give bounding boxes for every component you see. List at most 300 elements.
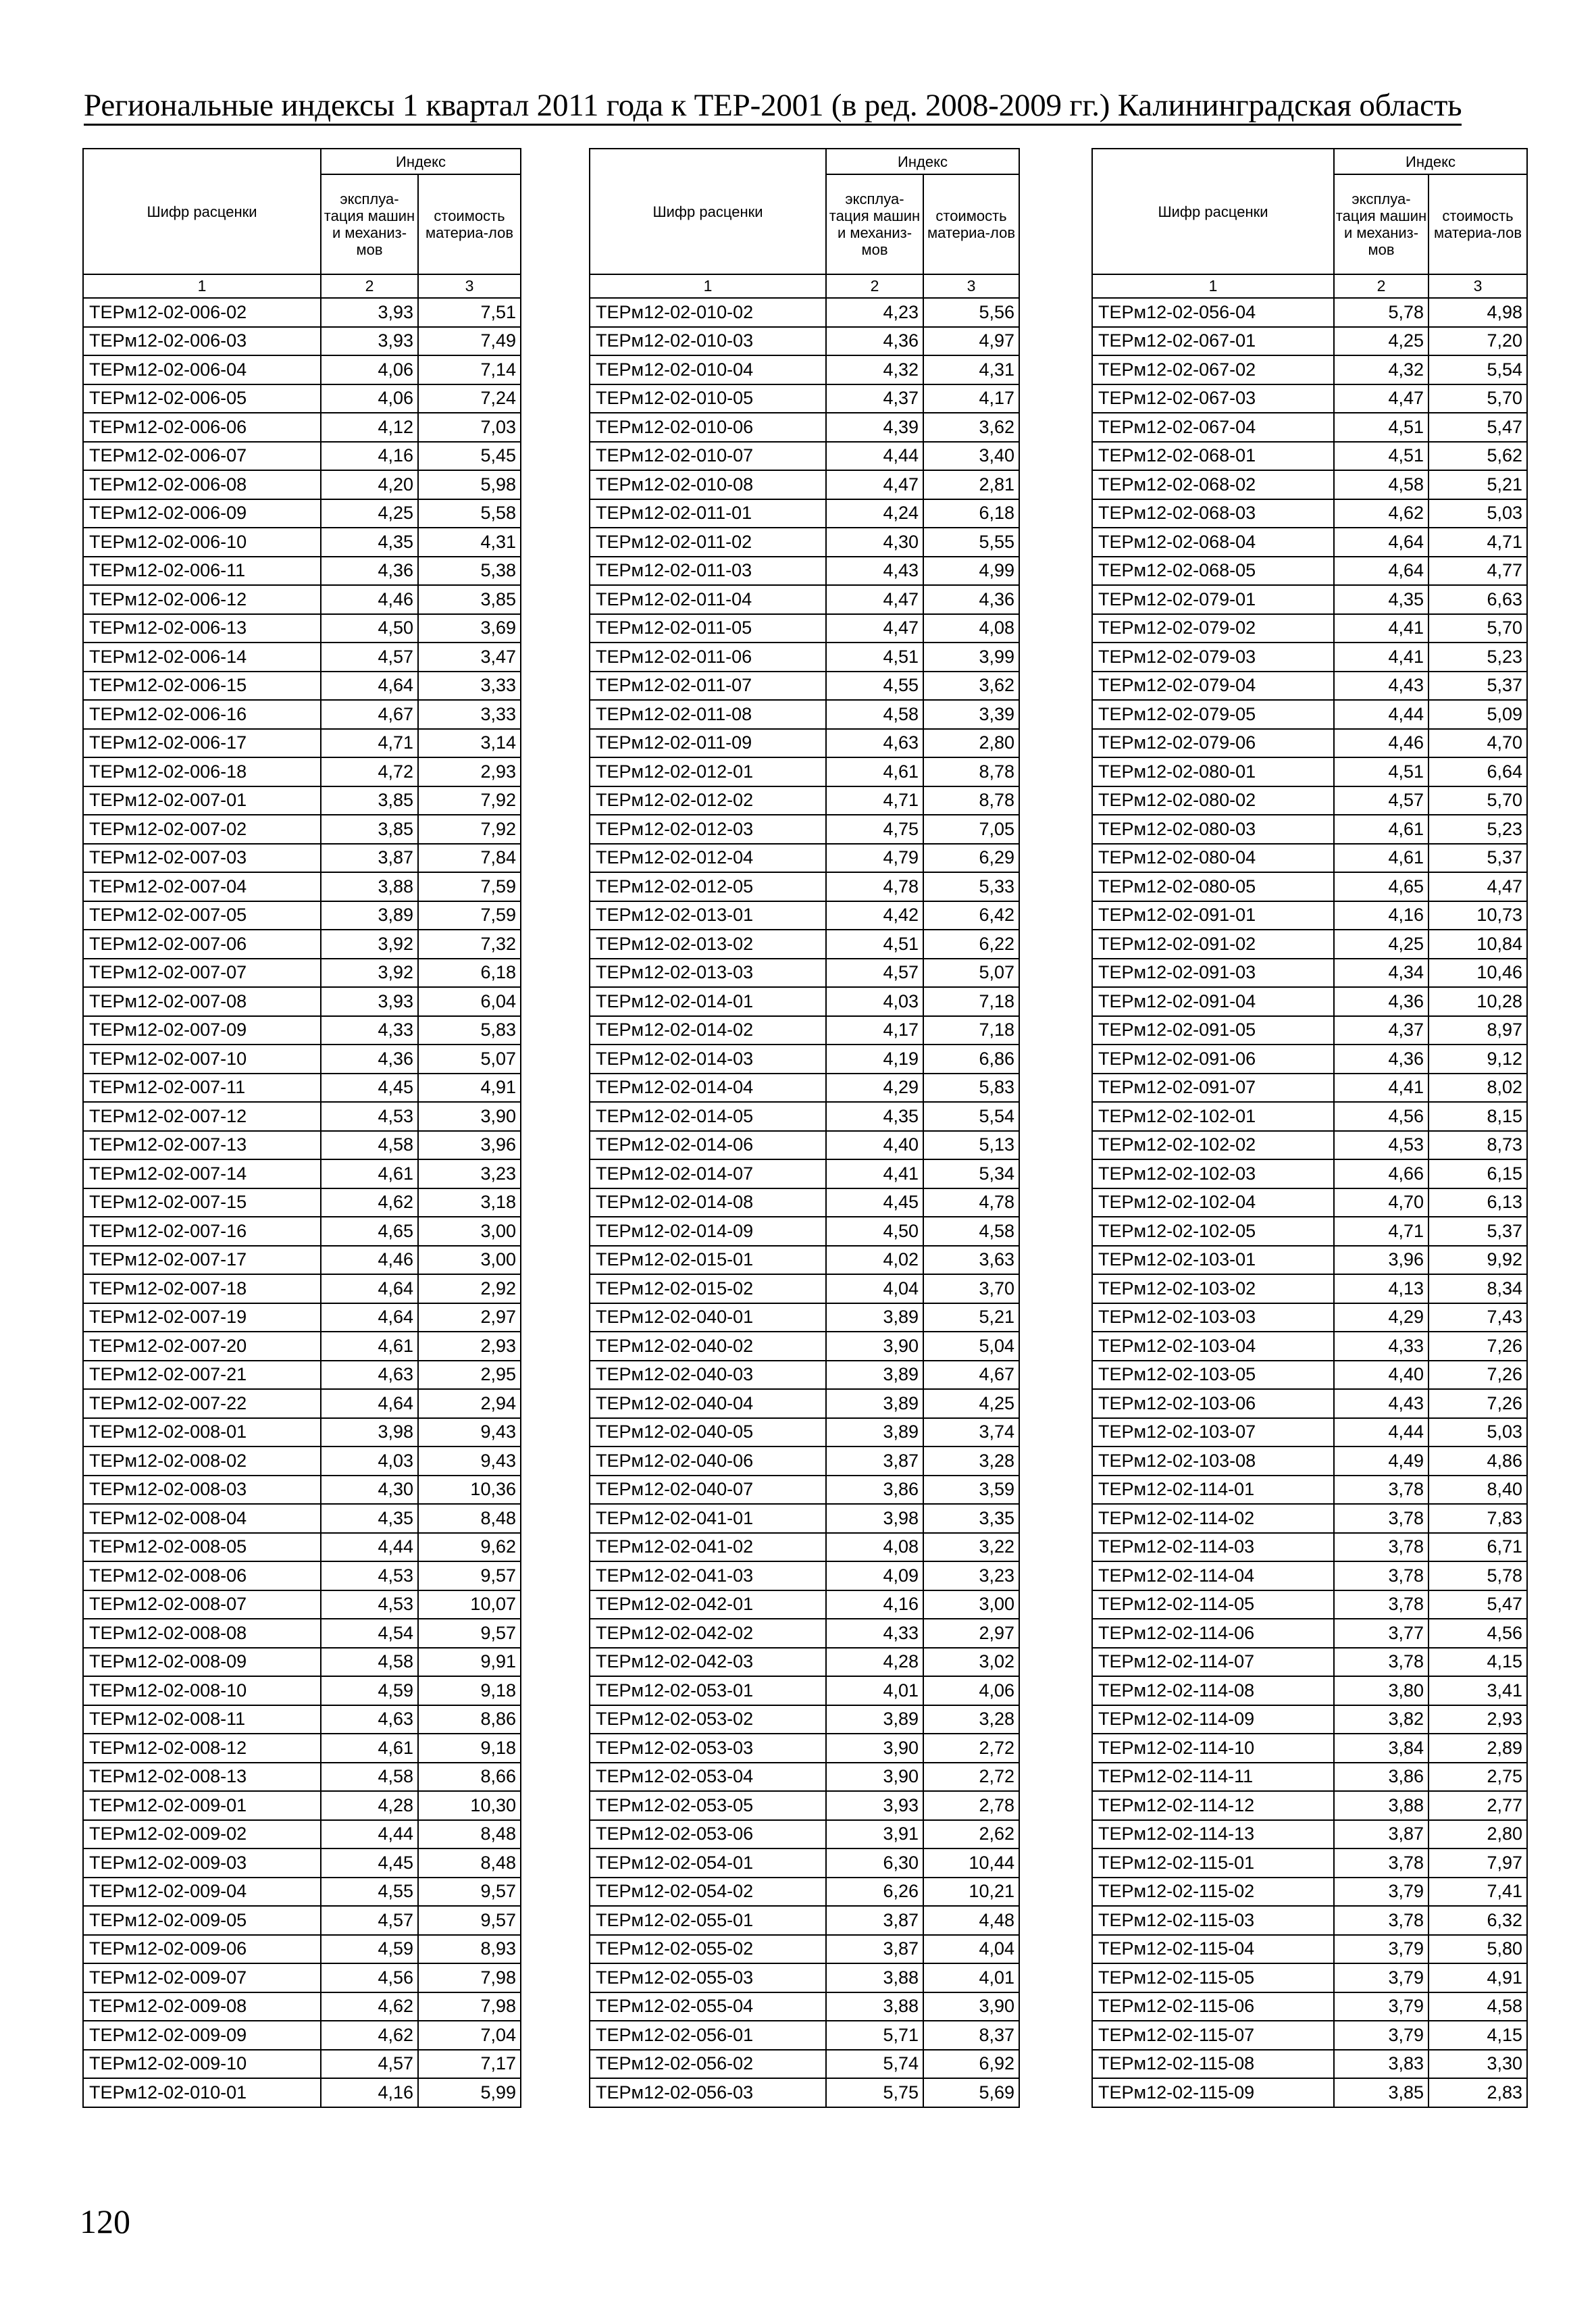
materials-index-cell: 8,97 [1428,1016,1527,1045]
table-row [1092,499,1527,528]
materials-index-cell: 3,63 [923,1246,1019,1275]
rate-code-cell: ТЕРм12-02-079-05 [1092,700,1334,729]
table-row [83,1332,521,1361]
materials-index-cell: 10,44 [923,1848,1019,1878]
materials-index-cell: 4,97 [923,327,1019,356]
table-row [1092,1734,1527,1763]
materials-index-cell: 5,38 [418,557,521,586]
machines-index-cell: 3,79 [1334,2021,1428,2050]
machines-index-cell: 4,16 [1334,901,1428,930]
materials-index-cell: 3,00 [418,1217,521,1246]
materials-index-cell: 5,83 [923,1074,1019,1103]
materials-index-cell: 9,43 [418,1447,521,1476]
machines-index-cell: 4,75 [826,815,923,844]
materials-index-cell: 4,06 [923,1676,1019,1705]
materials-index-cell: 5,55 [923,528,1019,557]
rate-code-cell: ТЕРм12-02-011-07 [590,672,826,701]
rate-code-cell: ТЕРм12-02-013-02 [590,930,826,959]
table-row [1092,614,1527,643]
table-body [590,298,1019,2107]
materials-index-cell: 4,56 [1428,1619,1527,1648]
materials-index-cell: 4,15 [1428,2021,1527,2050]
machines-index-cell: 4,61 [321,1734,418,1763]
table-row [590,470,1019,499]
table-body [83,298,521,2107]
table-row [83,614,521,643]
table-row [83,1074,521,1103]
machines-index-cell: 4,34 [1334,959,1428,988]
machines-index-cell: 3,85 [321,786,418,815]
materials-index-cell: 6,86 [923,1045,1019,1074]
machines-index-cell: 4,46 [1334,729,1428,758]
machines-index-cell: 3,79 [1334,1935,1428,1964]
rate-code-cell: ТЕРм12-02-054-01 [590,1848,826,1878]
table-row [83,1246,521,1275]
table-row [590,1303,1019,1332]
rate-code-cell: ТЕРм12-02-015-01 [590,1246,826,1275]
rate-code-cell: ТЕРм12-02-053-01 [590,1676,826,1705]
machines-index-cell: 4,12 [321,413,418,442]
rate-code-cell: ТЕРм12-02-014-08 [590,1188,826,1217]
machines-index-cell: 4,51 [1334,442,1428,471]
rate-code-cell: ТЕРм12-02-012-03 [590,815,826,844]
machines-index-cell: 4,36 [826,327,923,356]
materials-index-cell: 2,83 [1428,2078,1527,2107]
machines-index-cell: 4,32 [826,355,923,384]
materials-index-cell: 3,23 [418,1159,521,1188]
table-row [1092,643,1527,672]
rate-code-cell: ТЕРм12-02-008-05 [83,1533,321,1562]
rate-code-cell: ТЕРм12-02-091-03 [1092,959,1334,988]
machines-index-cell: 3,92 [321,930,418,959]
rate-code-cell: ТЕРм12-02-009-08 [83,1992,321,2021]
table-row [83,1188,521,1217]
machines-index-cell: 4,41 [826,1159,923,1188]
table-row [1092,1016,1527,1045]
rate-code-cell: ТЕРм12-02-115-08 [1092,2050,1334,2079]
table-row [1092,1102,1527,1131]
header-machines: эксплуа-тация машин и механиз-мов [1334,174,1428,274]
table-row [590,1533,1019,1562]
machines-index-cell: 4,39 [826,413,923,442]
rate-code-cell: ТЕРм12-02-007-17 [83,1246,321,1275]
table-row [1092,1561,1527,1590]
machines-index-cell: 4,37 [826,384,923,413]
header-col-number: 3 [418,274,521,298]
table-row [83,1676,521,1705]
materials-index-cell: 10,73 [1428,901,1527,930]
table-row [590,1561,1019,1590]
table-row [1092,2078,1527,2107]
rate-code-cell: ТЕРм12-02-014-01 [590,987,826,1016]
machines-index-cell: 4,36 [1334,987,1428,1016]
table-row [83,844,521,873]
machines-index-cell: 3,93 [321,987,418,1016]
materials-index-cell: 7,84 [418,844,521,873]
materials-index-cell: 5,62 [1428,442,1527,471]
machines-index-cell: 4,53 [321,1561,418,1590]
machines-index-cell: 4,35 [321,528,418,557]
materials-index-cell: 3,33 [418,672,521,701]
materials-index-cell: 6,13 [1428,1188,1527,1217]
rate-code-cell: ТЕРм12-02-040-01 [590,1303,826,1332]
materials-index-cell: 2,95 [418,1361,521,1390]
rate-code-cell: ТЕРм12-02-056-03 [590,2078,826,2107]
rate-code-cell: ТЕРм12-02-014-06 [590,1131,826,1160]
materials-index-cell: 7,98 [418,1992,521,2021]
header-machines: эксплуа-тация машин и механиз-мов [321,174,418,274]
machines-index-cell: 3,79 [1334,1878,1428,1907]
table-row [1092,1820,1527,1849]
materials-index-cell: 4,91 [418,1074,521,1103]
rate-code-cell: ТЕРм12-02-010-03 [590,327,826,356]
machines-index-cell: 4,63 [321,1361,418,1390]
materials-index-cell: 10,07 [418,1590,521,1619]
rate-code-cell: ТЕРм12-02-080-03 [1092,815,1334,844]
table-row [83,355,521,384]
table-row [590,442,1019,471]
machines-index-cell: 4,61 [826,757,923,786]
rate-code-cell: ТЕРм12-02-067-03 [1092,384,1334,413]
materials-index-cell: 7,51 [418,298,521,327]
rate-code-cell: ТЕРм12-02-079-03 [1092,643,1334,672]
rate-code-cell: ТЕРм12-02-008-07 [83,1590,321,1619]
rate-code-cell: ТЕРм12-02-080-01 [1092,757,1334,786]
materials-index-cell: 3,30 [1428,2050,1527,2079]
table-row [83,1016,521,1045]
machines-index-cell: 4,23 [826,298,923,327]
table-row [590,528,1019,557]
rate-code-cell: ТЕРм12-02-115-01 [1092,1848,1334,1878]
table-row [83,557,521,586]
table-row [590,2078,1019,2107]
materials-index-cell: 6,64 [1428,757,1527,786]
materials-index-cell: 4,86 [1428,1447,1527,1476]
materials-index-cell: 3,14 [418,729,521,758]
materials-index-cell: 4,99 [923,557,1019,586]
table-row [590,815,1019,844]
rate-code-cell: ТЕРм12-02-115-02 [1092,1878,1334,1907]
materials-index-cell: 5,45 [418,442,521,471]
index-table [589,148,1020,2108]
machines-index-cell: 3,92 [321,959,418,988]
rate-code-cell: ТЕРм12-02-041-02 [590,1533,826,1562]
machines-index-cell: 3,87 [1334,1820,1428,1849]
machines-index-cell: 3,88 [826,1963,923,1992]
machines-index-cell: 4,59 [321,1676,418,1705]
materials-index-cell: 7,26 [1428,1332,1527,1361]
rate-code-cell: ТЕРм12-02-007-18 [83,1274,321,1303]
table-row [1092,815,1527,844]
rate-code-cell: ТЕРм12-02-010-01 [83,2078,321,2107]
table-row [83,298,521,327]
rate-code-cell: ТЕРм12-02-053-04 [590,1763,826,1792]
machines-index-cell: 4,47 [826,585,923,614]
table-row [83,1131,521,1160]
materials-index-cell: 7,49 [418,327,521,356]
rate-code-cell: ТЕРм12-02-008-13 [83,1763,321,1792]
header-code: Шифр расценки [590,149,826,274]
materials-index-cell: 2,80 [923,729,1019,758]
materials-index-cell: 3,59 [923,1476,1019,1505]
materials-index-cell: 5,54 [923,1102,1019,1131]
machines-index-cell: 4,53 [321,1590,418,1619]
rate-code-cell: ТЕРм12-02-041-01 [590,1504,826,1533]
rate-code-cell: ТЕРм12-02-014-03 [590,1045,826,1074]
machines-index-cell: 3,89 [826,1705,923,1734]
table-row [590,1906,1019,1935]
machines-index-cell: 4,64 [1334,557,1428,586]
table-row [590,1045,1019,1074]
table-row [590,757,1019,786]
table-row [83,2050,521,2079]
table-row [83,672,521,701]
table-row [1092,1332,1527,1361]
table-row [83,1791,521,1820]
table-row [1092,930,1527,959]
machines-index-cell: 4,57 [321,2050,418,2079]
materials-index-cell: 4,15 [1428,1648,1527,1677]
machines-index-cell: 6,30 [826,1848,923,1878]
header-materials: стоимость материа-лов [418,174,521,274]
machines-index-cell: 4,30 [826,528,923,557]
materials-index-cell: 2,94 [418,1389,521,1418]
rate-code-cell: ТЕРм12-02-010-02 [590,298,826,327]
machines-index-cell: 3,82 [1334,1705,1428,1734]
machines-index-cell: 4,44 [321,1533,418,1562]
machines-index-cell: 4,57 [1334,786,1428,815]
table-row [83,470,521,499]
materials-index-cell: 8,48 [418,1848,521,1878]
page-number: 120 [80,2203,130,2240]
table-row [590,1705,1019,1734]
table-row [1092,757,1527,786]
materials-index-cell: 2,72 [923,1734,1019,1763]
table-row [83,930,521,959]
machines-index-cell: 4,51 [826,643,923,672]
rate-code-cell: ТЕРм12-02-007-12 [83,1102,321,1131]
machines-index-cell: 4,29 [1334,1303,1428,1332]
table-row [590,1102,1019,1131]
table-row [83,1504,521,1533]
rate-code-cell: ТЕРм12-02-009-03 [83,1848,321,1878]
table-row [83,643,521,672]
rate-code-cell: ТЕРм12-02-014-04 [590,1074,826,1103]
materials-index-cell: 7,83 [1428,1504,1527,1533]
table-row [83,1045,521,1074]
materials-index-cell: 5,98 [418,470,521,499]
machines-index-cell: 4,67 [321,700,418,729]
table-row [1092,1418,1527,1447]
table-row [1092,1648,1527,1677]
machines-index-cell: 3,89 [826,1303,923,1332]
table-row [83,1447,521,1476]
rate-code-cell: ТЕРм12-02-014-05 [590,1102,826,1131]
rate-code-cell: ТЕРм12-02-009-04 [83,1878,321,1907]
table-row [1092,1389,1527,1418]
table-row [83,1619,521,1648]
rate-code-cell: ТЕРм12-02-007-07 [83,959,321,988]
header-col-number: 2 [321,274,418,298]
materials-index-cell: 3,74 [923,1418,1019,1447]
rate-code-cell: ТЕРм12-02-103-03 [1092,1303,1334,1332]
rate-code-cell: ТЕРм12-02-013-01 [590,901,826,930]
table-row [83,1590,521,1619]
rate-code-cell: ТЕРм12-02-103-07 [1092,1418,1334,1447]
rate-code-cell: ТЕРм12-02-014-09 [590,1217,826,1246]
materials-index-cell: 4,47 [1428,872,1527,901]
machines-index-cell: 4,59 [321,1935,418,1964]
materials-index-cell: 7,41 [1428,1878,1527,1907]
table-row [590,1820,1019,1849]
table-row [590,557,1019,586]
table-row [1092,413,1527,442]
rate-code-cell: ТЕРм12-02-013-03 [590,959,826,988]
materials-index-cell: 3,40 [923,442,1019,471]
rate-code-cell: ТЕРм12-02-042-02 [590,1619,826,1648]
machines-index-cell: 4,58 [321,1648,418,1677]
rate-code-cell: ТЕРм12-02-080-05 [1092,872,1334,901]
table-row [590,1619,1019,1648]
rate-code-cell: ТЕРм12-02-067-01 [1092,327,1334,356]
table-row [1092,1906,1527,1935]
materials-index-cell: 8,78 [923,786,1019,815]
materials-index-cell: 8,48 [418,1820,521,1849]
rate-code-cell: ТЕРм12-02-007-14 [83,1159,321,1188]
rate-code-cell: ТЕРм12-02-080-02 [1092,786,1334,815]
machines-index-cell: 4,06 [321,355,418,384]
table-row [590,700,1019,729]
machines-index-cell: 4,36 [1334,1045,1428,1074]
machines-index-cell: 3,89 [321,901,418,930]
rate-code-cell: ТЕРм12-02-006-09 [83,499,321,528]
machines-index-cell: 3,98 [321,1418,418,1447]
materials-index-cell: 4,48 [923,1906,1019,1935]
rate-code-cell: ТЕРм12-02-068-01 [1092,442,1334,471]
rate-code-cell: ТЕРм12-02-114-04 [1092,1561,1334,1590]
table-row [590,1016,1019,1045]
table-row [83,1878,521,1907]
machines-index-cell: 4,58 [826,700,923,729]
rate-code-cell: ТЕРм12-02-091-01 [1092,901,1334,930]
materials-index-cell: 10,30 [418,1791,521,1820]
machines-index-cell: 4,08 [826,1533,923,1562]
materials-index-cell: 8,15 [1428,1102,1527,1131]
table-row [83,1992,521,2021]
rate-code-cell: ТЕРм12-02-079-06 [1092,729,1334,758]
table-row [1092,1246,1527,1275]
machines-index-cell: 4,02 [826,1246,923,1275]
rate-code-cell: ТЕРм12-02-008-11 [83,1705,321,1734]
rate-code-cell: ТЕРм12-02-011-05 [590,614,826,643]
machines-index-cell: 4,13 [1334,1274,1428,1303]
table-row [590,1188,1019,1217]
materials-index-cell: 4,31 [418,528,521,557]
table-row [83,413,521,442]
rate-code-cell: ТЕРм12-02-079-01 [1092,585,1334,614]
machines-index-cell: 4,16 [321,2078,418,2107]
materials-index-cell: 9,57 [418,1561,521,1590]
table-row [590,585,1019,614]
materials-index-cell: 7,59 [418,872,521,901]
rate-code-cell: ТЕРм12-02-114-09 [1092,1705,1334,1734]
machines-index-cell: 4,56 [321,1963,418,1992]
machines-index-cell: 4,46 [321,585,418,614]
table-row [1092,2021,1527,2050]
table-row [1092,700,1527,729]
rate-code-cell: ТЕРм12-02-103-05 [1092,1361,1334,1390]
machines-index-cell: 3,78 [1334,1648,1428,1677]
table-row [1092,1045,1527,1074]
table-row [590,1389,1019,1418]
table-row [1092,298,1527,327]
materials-index-cell: 2,97 [418,1303,521,1332]
rate-code-cell: ТЕРм12-02-007-08 [83,987,321,1016]
materials-index-cell: 3,22 [923,1533,1019,1562]
machines-index-cell: 4,44 [1334,700,1428,729]
materials-index-cell: 7,03 [418,413,521,442]
materials-index-cell: 3,47 [418,643,521,672]
table-row [83,585,521,614]
header-index: Индекс [321,149,521,174]
rate-code-cell: ТЕРм12-02-011-02 [590,528,826,557]
rate-code-cell: ТЕРм12-02-007-04 [83,872,321,901]
materials-index-cell: 4,71 [1428,528,1527,557]
machines-index-cell: 4,62 [1334,499,1428,528]
table-row [83,2078,521,2107]
machines-index-cell: 4,47 [826,614,923,643]
rate-code-cell: ТЕРм12-02-102-03 [1092,1159,1334,1188]
materials-index-cell: 7,92 [418,815,521,844]
table-row [590,327,1019,356]
table-row [83,987,521,1016]
machines-index-cell: 4,63 [826,729,923,758]
rate-code-cell: ТЕРм12-02-010-08 [590,470,826,499]
table-row [1092,1274,1527,1303]
rate-code-cell: ТЕРм12-02-009-10 [83,2050,321,2079]
materials-index-cell: 5,80 [1428,1935,1527,1964]
machines-index-cell: 3,78 [1334,1906,1428,1935]
materials-index-cell: 4,58 [1428,1992,1527,2021]
machines-index-cell: 5,74 [826,2050,923,2079]
rate-code-cell: ТЕРм12-02-091-07 [1092,1074,1334,1103]
machines-index-cell: 4,03 [321,1447,418,1476]
machines-index-cell: 4,28 [321,1791,418,1820]
rate-code-cell: ТЕРм12-02-055-04 [590,1992,826,2021]
machines-index-cell: 4,46 [321,1246,418,1275]
materials-index-cell: 8,73 [1428,1131,1527,1160]
table-row [83,499,521,528]
rate-code-cell: ТЕРм12-02-009-02 [83,1820,321,1849]
table-row [590,643,1019,672]
table-row [83,1561,521,1590]
table-row [1092,585,1527,614]
rate-code-cell: ТЕРм12-02-006-17 [83,729,321,758]
machines-index-cell: 3,79 [1334,1963,1428,1992]
rate-code-cell: ТЕРм12-02-103-08 [1092,1447,1334,1476]
machines-index-cell: 4,33 [826,1619,923,1648]
materials-index-cell: 2,93 [418,1332,521,1361]
machines-index-cell: 4,50 [321,614,418,643]
machines-index-cell: 4,40 [826,1131,923,1160]
rate-code-cell: ТЕРм12-02-068-02 [1092,470,1334,499]
materials-index-cell: 10,84 [1428,930,1527,959]
machines-index-cell: 3,89 [826,1361,923,1390]
materials-index-cell: 3,90 [418,1102,521,1131]
table-row [83,1361,521,1390]
rate-code-cell: ТЕРм12-02-011-06 [590,643,826,672]
machines-index-cell: 4,72 [321,757,418,786]
